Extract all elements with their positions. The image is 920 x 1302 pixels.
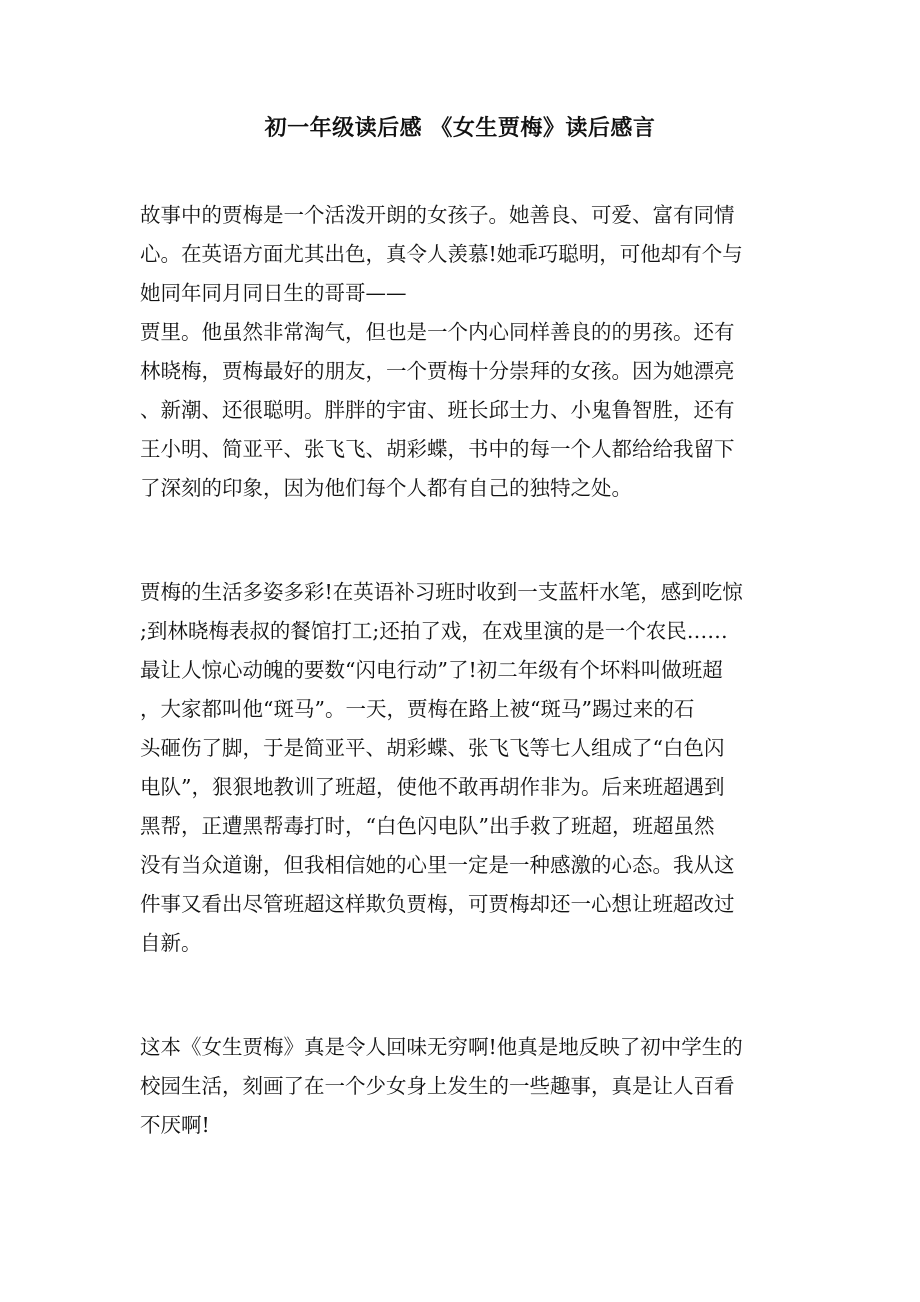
paragraph-1-line-2: 心。在英语方面尤其出色，真令人羡慕!她乖巧聪明，可他却有个与 xyxy=(140,242,743,266)
paragraph-3-line-1: 这本《女生贾梅》真是令人回味无穷啊!他真是地反映了初中学生的 xyxy=(140,1035,743,1059)
paragraph-1-line-1: 故事中的贾梅是一个活泼开朗的女孩子。她善良、可爱、富有同情 xyxy=(140,203,735,227)
paragraph-2-line-8: 没有当众道谢，但我相信她的心里一定是一种感激的心态。我从这 xyxy=(140,853,735,877)
paragraph-2-line-3: 最让人惊心动魄的要数“闪电行动”了!初二年级有个坏料叫做班超 xyxy=(140,658,723,682)
paragraph-2-line-9: 件事又看出尽管班超这样欺负贾梅，可贾梅却还一心想让班超改过 xyxy=(140,892,735,916)
paragraph-1-line-8: 了深刻的印象，因为他们每个人都有自己的独特之处。 xyxy=(140,476,632,500)
paragraph-2-line-2: ;到林晓梅表叔的餐馆打工;还拍了戏，在戏里演的是一个农民…… xyxy=(140,619,728,643)
paragraph-2-line-4: ，大家都叫他“斑马”。一天，贾梅在路上被“斑马”踢过来的石 xyxy=(140,697,695,721)
paragraph-1-line-4: 贾里。他虽然非常淘气，但也是一个内心同样善良的的男孩。还有 xyxy=(140,320,735,344)
paragraph-3-line-2: 校园生活，刻画了在一个少女身上发生的一些趣事，真是让人百看 xyxy=(140,1074,735,1098)
paragraph-2-line-1: 贾梅的生活多姿多彩!在英语补习班时收到一支蓝杆水笔，感到吃惊 xyxy=(140,580,743,604)
paragraph-1-line-7: 王小明、简亚平、张飞飞、胡彩蝶，书中的每一个人都给给我留下 xyxy=(140,437,735,461)
paragraph-3-line-3: 不厌啊! xyxy=(140,1113,210,1137)
paragraph-1-line-6: 、新潮、还很聪明。胖胖的宇宙、班长邱士力、小鬼鲁智胜，还有 xyxy=(140,398,735,422)
paragraph-2-line-7: 黑帮，正遭黑帮毒打时，“白色闪电队”出手救了班超，班超虽然 xyxy=(140,814,715,838)
paragraph-2-line-10: 自新。 xyxy=(140,931,202,955)
paragraph-1-line-3: 她同年同月同日生的哥哥—— xyxy=(140,281,407,305)
paragraph-2-line-5: 头砸伤了脚，于是简亚平、胡彩蝶、张飞飞等七人组成了“白色闪 xyxy=(140,736,725,760)
paragraph-2-line-6: 电队”，狠狠地教训了班超，使他不敢再胡作非为。后来班超遇到 xyxy=(140,775,725,799)
document-title: 初一年级读后感 《女生贾梅》读后感言 xyxy=(264,115,656,141)
paragraph-1-line-5: 林晓梅，贾梅最好的朋友，一个贾梅十分崇拜的女孩。因为她漂亮 xyxy=(140,359,735,383)
